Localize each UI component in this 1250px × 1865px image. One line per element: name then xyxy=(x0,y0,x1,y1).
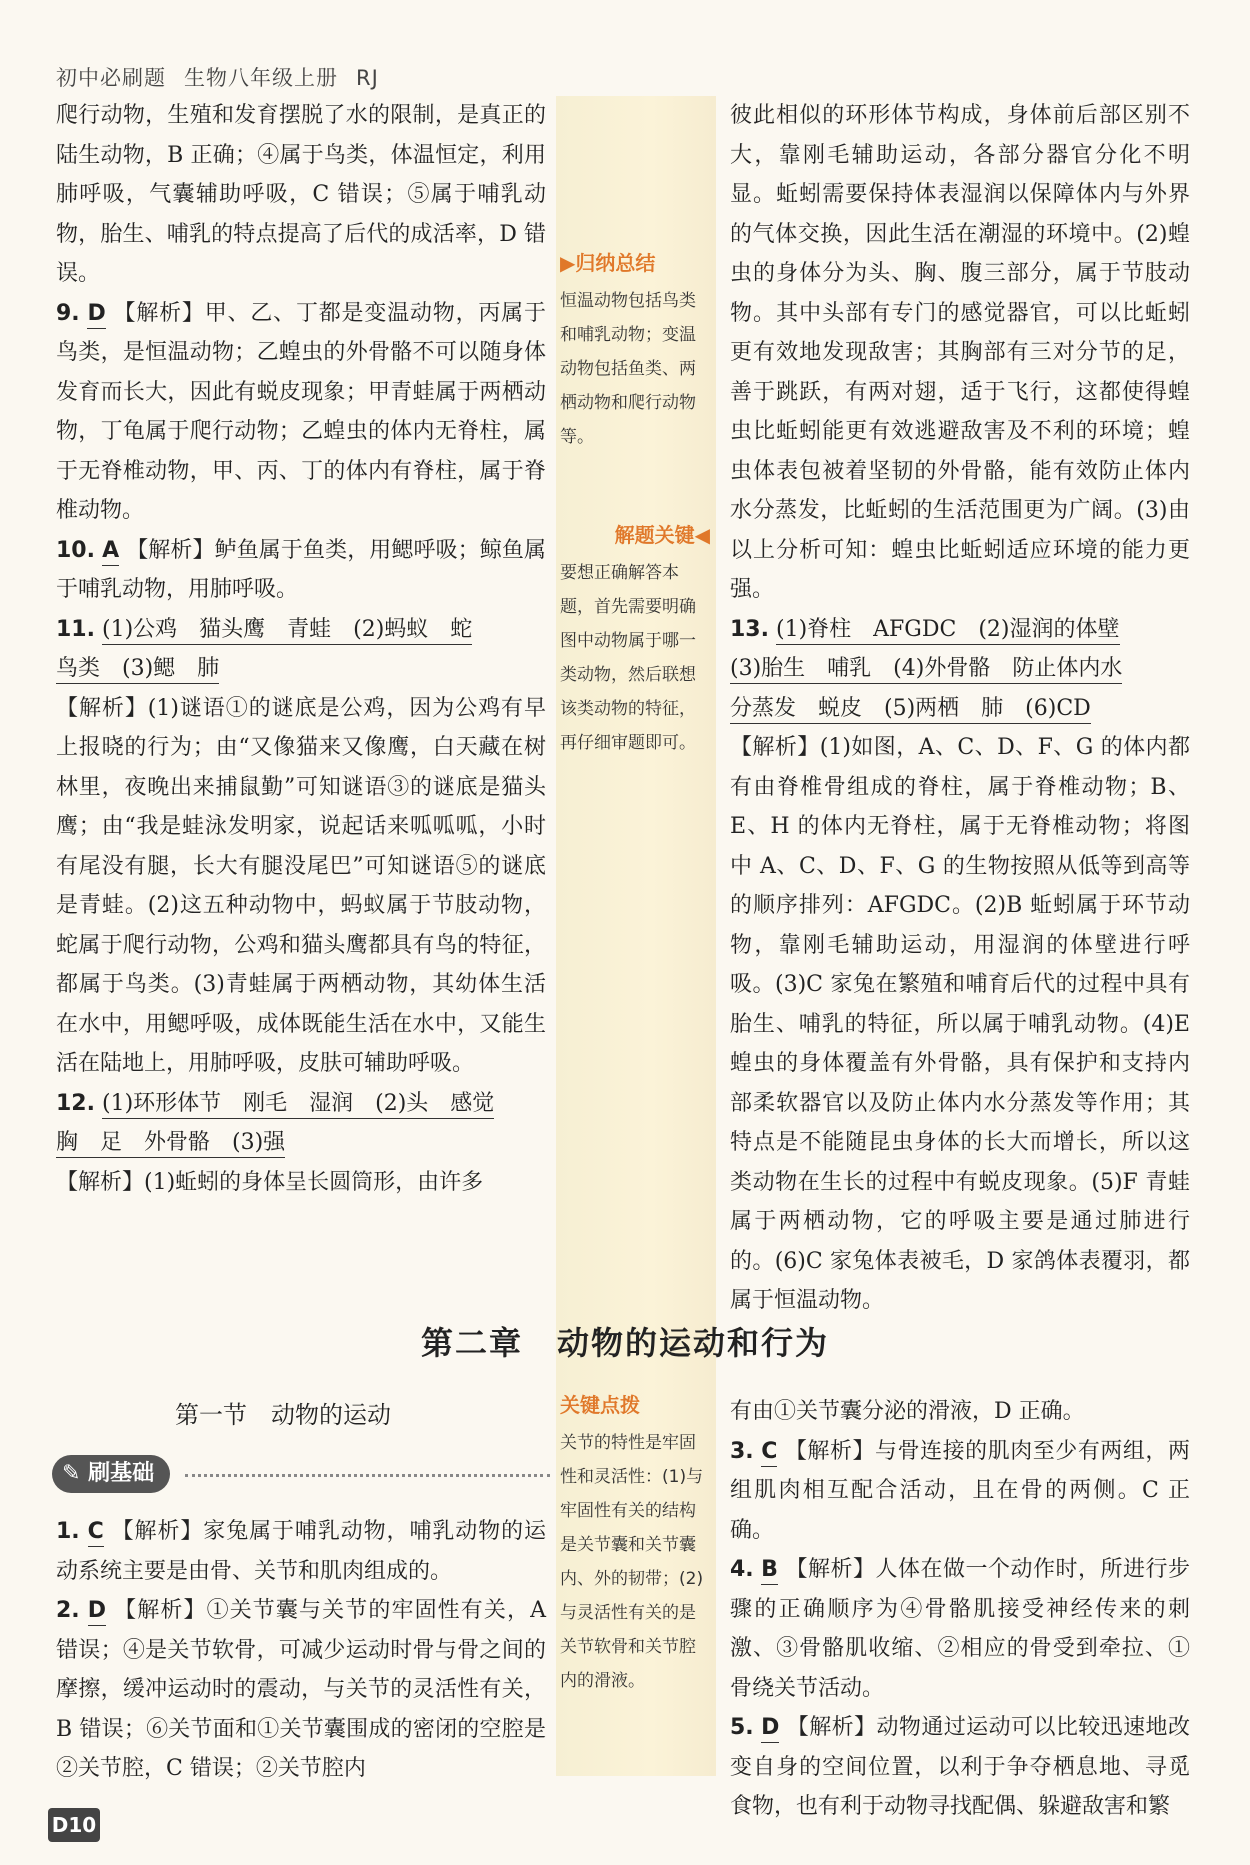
q4-number: 4. xyxy=(730,1557,754,1582)
q12-answer-line2: 胸 足 外骨骼 (3)强 xyxy=(56,1130,285,1158)
q11-number: 11. xyxy=(56,616,95,642)
q13-answer-line2: (3)胎生 哺乳 (4)外骨骼 防止体内水 xyxy=(730,656,1122,684)
tip-summary-text: 恒温动物包括鸟类和哺乳动物；变温动物包括鱼类、两栖动物和爬行动物等。 xyxy=(560,291,696,447)
right-column-bottom xyxy=(730,1392,1190,1827)
q5-answer: D xyxy=(761,1715,779,1743)
q10-tag: 【解析】 xyxy=(126,537,215,563)
section-title: 第一节 动物的运动 xyxy=(175,1401,391,1429)
q4-tag: 【解析】 xyxy=(785,1557,876,1582)
pencil-icon: ✎ xyxy=(62,1461,81,1486)
q13-tag: 【解析】 xyxy=(730,735,820,760)
q13-number: 13. xyxy=(730,616,769,642)
right-column xyxy=(730,96,1190,1321)
left-intro: 爬行动物，生殖和发育摆脱了水的限制，是真正的陆生动物，B 正确；④属于鸟类，体温恒定，利用肺呼吸，气囊辅助呼吸，C 错误；⑤属于哺乳动物，胎生、哺乳的特点提高了后代的成活率，D 错误。 xyxy=(56,103,546,286)
q1-text: 家兔属于哺乳动物，哺乳动物的运动系统主要是由骨、关节和肌肉组成的。 xyxy=(56,1519,546,1584)
q2-answer: D xyxy=(88,1598,106,1626)
tip-point xyxy=(560,1390,710,1698)
q9-answer: D xyxy=(87,301,105,329)
q9-tag: 【解析】 xyxy=(113,300,205,326)
question-5 xyxy=(730,1708,1190,1827)
q3-answer: C xyxy=(761,1439,777,1467)
tip-point-text: 关节的特性是牢固性和灵活性：(1)与牢固性有关的结构是关节囊和关节囊内、外的韧带；(2)与灵活性有关的是关节软骨和关节腔内的滑液。 xyxy=(560,1433,704,1691)
dotted-divider xyxy=(185,1474,550,1477)
tip-key xyxy=(560,520,710,760)
q3-number: 3. xyxy=(730,1438,754,1464)
q5-number: 5. xyxy=(730,1715,754,1740)
q1-tag: 【解析】 xyxy=(111,1519,204,1544)
header-subject: 生物八年级上册 xyxy=(184,66,338,90)
question-10 xyxy=(56,531,546,610)
basic-badge xyxy=(52,1455,170,1493)
question-4 xyxy=(730,1550,1190,1708)
left-column-bottom xyxy=(56,1512,546,1789)
q13-text: (1)如图，A、C、D、F、G 的体内都有由脊椎骨组成的脊柱，属于脊椎动物；B、E、H 的体内无脊柱，属于无脊椎动物；将图中 A、C、D、F、G 的生物按照从低等到高等的顺序排列：AFGDC。(2)B 蚯蚓属于环节动物，靠刚毛辅助运动，用湿润的体壁进行呼吸。(3)C 家兔在繁殖和哺育后代的过程中具有胎生、哺乳的特征，所以属于哺乳动物。(4)E 蝗虫的身体覆盖有外骨骼，具有保护和支持内部柔软器官以及防止体内水分蒸发等作用；其特点是不能随昆虫身体的长大而增长，所以这类动物在生长的过程中有蜕皮现象。(5)F 青蛙属于两栖动物，它的呼吸主要是通过肺进行的。(6)C 家兔体表被毛，D 家鸽体表覆羽，都属于恒温动物。 xyxy=(730,735,1190,1313)
chapter-title: 第二章 动物的运动和行为 xyxy=(420,1324,829,1362)
tip-point-title: 关键点拨 xyxy=(560,1393,640,1417)
q13-answer-line1: (1)脊柱 AFGDC (2)湿润的体壁 xyxy=(776,617,1120,645)
q11-text: (1)谜语①的谜底是公鸡，因为公鸡有早上报晓的行为；由“又像猫来又像鹰，白天藏在树林里，夜晚出来捕鼠勤”可知谜语③的谜底是猫头鹰；由“我是蛙泳发明家，说起话来呱呱呱，小时有尾没有腿，长大有腿没尾巴”可知谜语⑤的谜底是青蛙。(2)这五种动物中，蚂蚁属于节肢动物，蛇属于爬行动物，公鸡和猫头鹰都具有鸟的特征，都属于鸟类。(3)青蛙属于两栖动物，其幼体生活在水中，用鳃呼吸，成体既能生活在水中，又能生活在陆地上，用肺呼吸，皮肤可辅助呼吸。 xyxy=(56,695,546,1076)
q5-tag: 【解析】 xyxy=(786,1715,877,1740)
header-edition: RJ xyxy=(356,66,379,90)
right-continuation: 彼此相似的环形体节构成，身体前后部区别不大，靠刚毛辅助运动，各部分器官分化不明显。蚯蚓需要保持体表湿润以保障体内与外界的气体交换，因此生活在潮湿的环境中。(2)蝗虫的身体分为头、胸、腹三部分，属于节肢动物。其中头部有专门的感觉器官，可以比蚯蚓更有效地发现敌害；其胸部有三对分节的足，善于跳跃，有两对翅，适于飞行，这都使得蝗虫比蚯蚓能更有效逃避敌害及不利的环境；蝗虫体表包被着坚韧的外骨骼，能有效防止体内水分蒸发，比蚯蚓的生活范围更为广阔。(3)由以上分析可知：蝗虫比蚯蚓适应环境的能力更强。 xyxy=(730,103,1190,602)
q3-tag: 【解析】 xyxy=(784,1438,876,1464)
q12-number: 12. xyxy=(56,1090,95,1116)
q3-text: 与骨连接的肌肉至少有两组，两组肌肉相互配合活动，且在骨的两侧。C 正确。 xyxy=(730,1438,1190,1543)
tip-key-text: 要想正确解答本题，首先需要明确图中动物属于哪一类动物，然后联想该类动物的特征，再仔细审题即可。 xyxy=(560,563,696,753)
q9-text: 甲、乙、丁都是变温动物，丙属于鸟类，是恒温动物；乙蝗虫的外骨骼不可以随身体发育而长大，因此有蜕皮现象；甲青蛙属于两栖动物，丁龟属于爬行动物；乙蝗虫的体内无脊柱，属于无脊椎动物，甲、丙、丁的体内有脊柱，属于脊椎动物。 xyxy=(56,300,546,523)
page-number: D10 xyxy=(48,1808,100,1842)
left-column xyxy=(56,96,546,1202)
q2-tag: 【解析】 xyxy=(114,1598,207,1623)
question-13 xyxy=(730,610,1190,1321)
q11-answer-line1: (1)公鸡 猫头鹰 青蛙 (2)蚂蚁 蛇 xyxy=(102,617,472,645)
tip-key-title: 解题关键◀ xyxy=(614,523,710,547)
question-3 xyxy=(730,1432,1190,1551)
q10-answer: A xyxy=(102,538,119,566)
q12-text: (1)蚯蚓的身体呈长圆筒形，由许多 xyxy=(144,1169,484,1195)
basic-badge-label: 刷基础 xyxy=(88,1461,155,1486)
q1-number: 1. xyxy=(56,1519,80,1544)
q12-answer-line1: (1)环形体节 刚毛 湿润 (2)头 感觉 xyxy=(102,1091,494,1119)
question-2 xyxy=(56,1591,546,1789)
question-9 xyxy=(56,294,546,531)
q12-tag: 【解析】 xyxy=(56,1169,145,1195)
q2-text: ①关节囊与关节的牢固性有关，A 错误；④是关节软骨，可减少运动时骨与骨之间的摩擦，缓冲运动时的震动，与关节的灵活性有关，B 错误；⑥关节面和①关节囊围成的密闭的空腔是②关节腔，C 错误；②关节腔内 xyxy=(56,1598,546,1781)
question-11 xyxy=(56,610,546,1084)
q2-number: 2. xyxy=(56,1598,80,1623)
q5-text: 动物通过运动可以比较迅速地改变自身的空间位置，以利于争夺栖息地、寻觅食物，也有利于动物寻找配偶、躲避敌害和繁 xyxy=(730,1715,1190,1819)
tip-summary xyxy=(560,248,710,454)
q11-tag: 【解析】 xyxy=(56,695,148,721)
header-series: 初中必刷题 xyxy=(56,66,166,90)
q4-text: 人体在做一个动作时，所进行步骤的正确顺序为④骨骼肌接受神经传来的刺激、③骨骼肌收缩、②相应的骨受到牵拉、①骨绕关节活动。 xyxy=(730,1557,1190,1701)
q10-number: 10. xyxy=(56,537,95,563)
q1-answer: C xyxy=(88,1519,104,1547)
tip-summary-title: ▶归纳总结 xyxy=(560,251,656,275)
right-bottom-continuation: 有由①关节囊分泌的滑液，D 正确。 xyxy=(730,1399,1085,1424)
q9-number: 9. xyxy=(56,300,80,326)
question-1 xyxy=(56,1512,546,1591)
q13-answer-line3: 分蒸发 蜕皮 (5)两栖 肺 (6)CD xyxy=(730,696,1091,724)
q11-answer-line2: 鸟类 (3)鳃 肺 xyxy=(56,656,219,684)
q10-text: 鲈鱼属于鱼类，用鳃呼吸；鲸鱼属于哺乳动物，用肺呼吸。 xyxy=(56,537,546,602)
q4-answer: B xyxy=(761,1557,778,1585)
page-header xyxy=(56,62,397,92)
question-12 xyxy=(56,1084,546,1203)
